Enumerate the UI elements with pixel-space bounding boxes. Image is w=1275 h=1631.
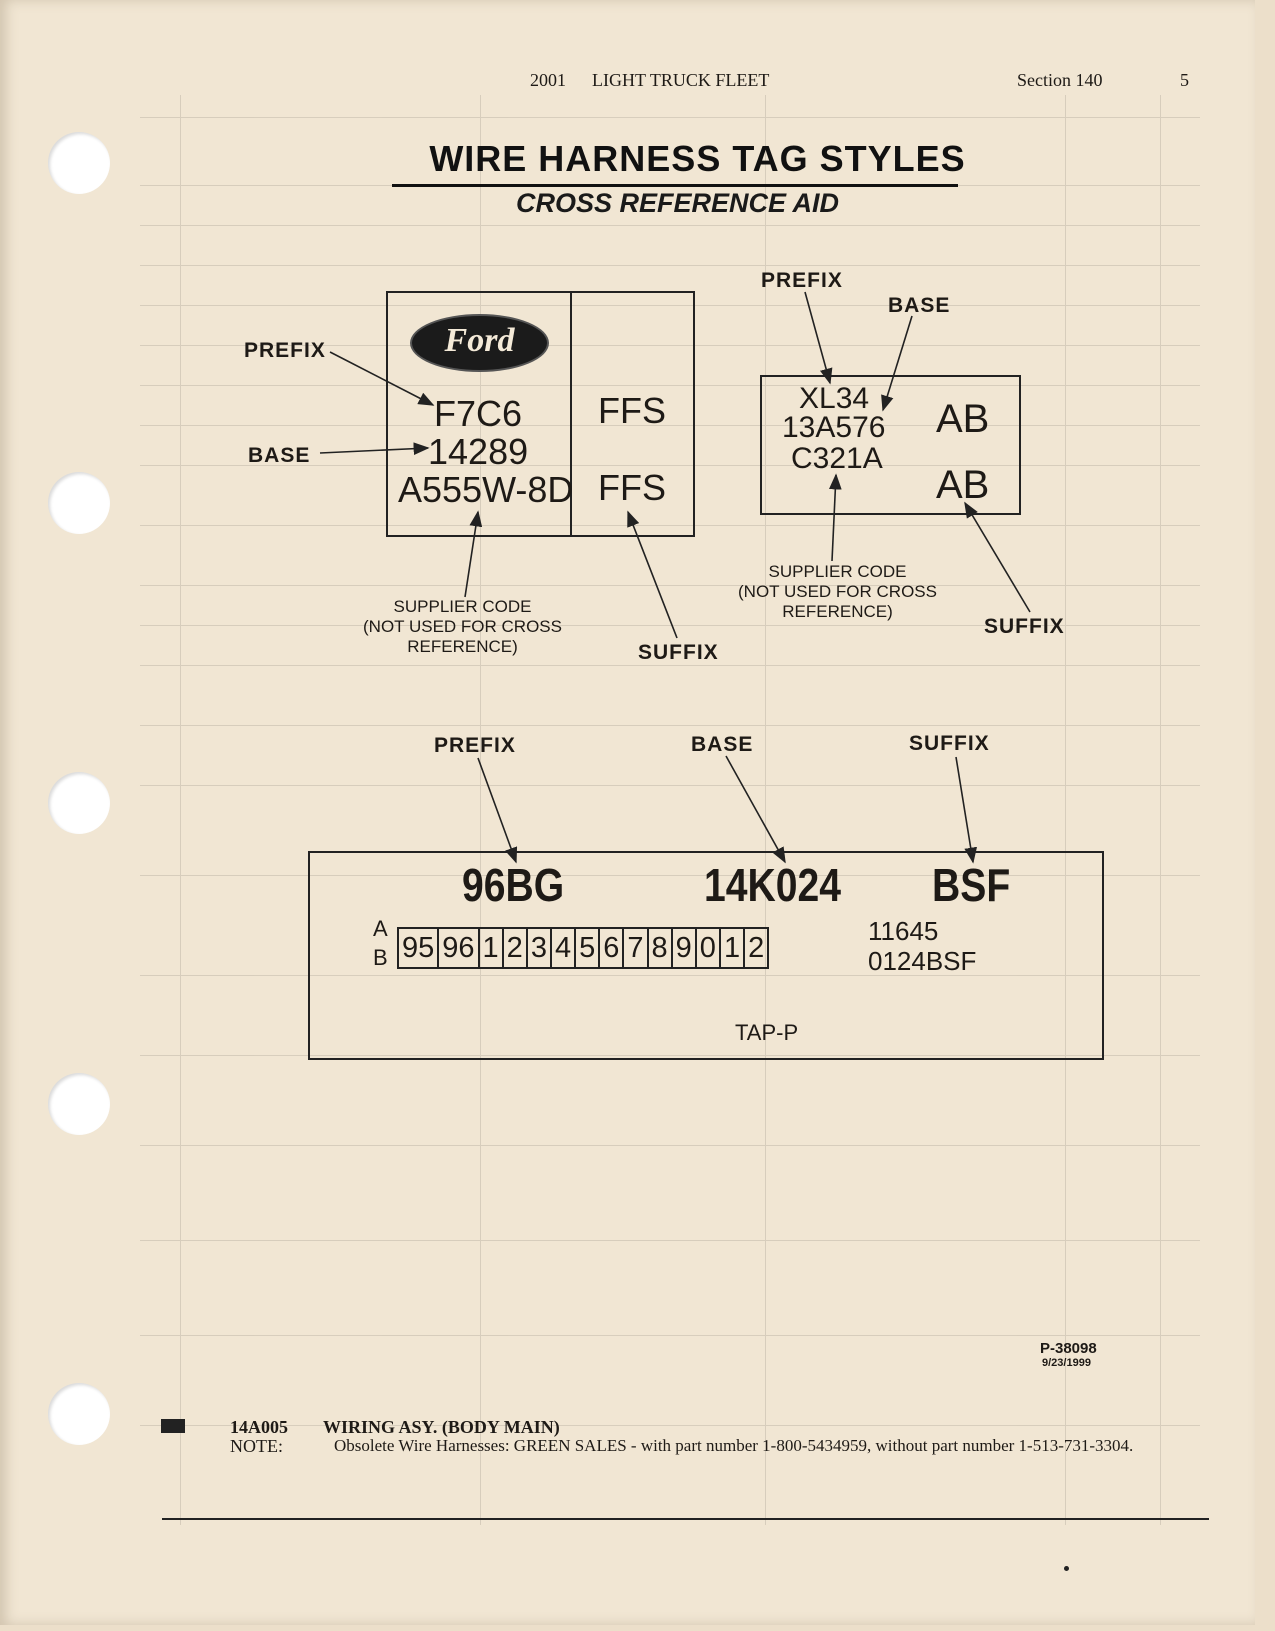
tag1-base-code: 14289 xyxy=(428,431,529,472)
header-year: 2001 xyxy=(530,70,566,90)
footer-rule xyxy=(162,1518,1209,1520)
tag2-supplier-note-line3: REFERENCE) xyxy=(782,602,893,621)
tag3-base-label: BASE xyxy=(691,733,754,756)
tag3-row-label-b: B xyxy=(373,945,388,970)
tag1-supplier-note-line3: REFERENCE) xyxy=(407,637,518,656)
footer-description: WIRING ASY. (BODY MAIN) xyxy=(323,1417,560,1437)
tag2-suffix-code-bottom: AB xyxy=(936,463,990,507)
footer-note-label: NOTE: xyxy=(230,1436,283,1456)
digit-cell: 1 xyxy=(478,927,504,969)
digit-cell: 5 xyxy=(574,927,600,969)
tag3-right-line2: 0124BSF xyxy=(868,946,977,976)
digit-cell: 7 xyxy=(622,927,648,969)
tag1-base-label: BASE xyxy=(248,444,311,467)
digit-cell: 1 xyxy=(719,927,745,969)
tag1-prefix-label: PREFIX xyxy=(244,339,326,362)
binder-hole xyxy=(48,772,110,834)
tag1-suffix-label: SUFFIX xyxy=(638,641,719,664)
tag1-supplier-note xyxy=(350,597,575,657)
digit-cell: 95 xyxy=(397,927,439,969)
binder-hole xyxy=(48,1383,110,1445)
header-section: Section 140 xyxy=(1017,70,1103,90)
tag1-suffix-code-top: FFS xyxy=(598,390,666,431)
footer-part-number: 14A005 xyxy=(230,1417,288,1437)
tag2-prefix-label: PREFIX xyxy=(761,269,843,292)
tag1-supplier-code: A555W-8D xyxy=(398,469,574,510)
tag2-supplier-code: C321A xyxy=(791,442,883,475)
tag2-base-label: BASE xyxy=(888,294,951,317)
figure-date: 9/23/1999 xyxy=(1042,1357,1091,1369)
ford-logo xyxy=(410,314,549,372)
digit-cell: 8 xyxy=(647,927,673,969)
footer-note-text: Obsolete Wire Harnesses: GREEN SALES - with part number 1-800-5434959, without part number 1-513-731-3304. xyxy=(334,1436,1134,1455)
tag1-prefix-code: F7C6 xyxy=(434,393,523,434)
figure-number: P-38098 xyxy=(1040,1340,1097,1357)
title-underline xyxy=(392,184,958,187)
tag3-prefix-label: PREFIX xyxy=(434,734,516,757)
header-title: LIGHT TRUCK FLEET xyxy=(592,70,770,90)
tag2-base-code: 13A576 xyxy=(782,411,886,444)
tag1-supplier-note-line1: SUPPLIER CODE xyxy=(393,597,532,616)
tag2-supplier-note-line2: (NOT USED FOR CROSS xyxy=(738,582,937,601)
tag3-prefix-code: 96BG xyxy=(462,859,565,911)
tag2-prefix-code: XL34 xyxy=(799,382,870,415)
digit-cell: 2 xyxy=(743,927,769,969)
tag3-caption: TAP-P xyxy=(735,1020,799,1045)
digit-cell: 6 xyxy=(598,927,624,969)
tag3-row-label-a: A xyxy=(373,916,388,941)
digit-cell: 4 xyxy=(550,927,576,969)
digit-cell: 2 xyxy=(502,927,528,969)
figure-subtitle: CROSS REFERENCE AID xyxy=(515,188,840,218)
tag3-suffix-label: SUFFIX xyxy=(909,732,990,755)
digit-cell: 0 xyxy=(695,927,721,969)
tag3-base-code: 14K024 xyxy=(704,859,841,911)
digit-cell: 96 xyxy=(437,927,479,969)
tag1-suffix-code-bottom: FFS xyxy=(598,467,666,508)
binder-hole xyxy=(48,472,110,534)
speck-dot xyxy=(1064,1566,1069,1571)
tag3-suffix-code: BSF xyxy=(932,859,1011,911)
ford-logo-text: Ford xyxy=(444,322,515,359)
tag1-supplier-note-line2: (NOT USED FOR CROSS xyxy=(363,617,562,636)
tag2-supplier-note-line1: SUPPLIER CODE xyxy=(768,562,907,581)
digit-cell: 3 xyxy=(526,927,552,969)
tag3-right-line1: 11645 xyxy=(868,916,939,946)
tag2-suffix-code-top: AB xyxy=(936,397,990,441)
tag2-supplier-note xyxy=(725,562,950,622)
figure-title: WIRE HARNESS TAG STYLES xyxy=(429,138,966,179)
digit-cell: 9 xyxy=(671,927,697,969)
binder-hole xyxy=(48,1073,110,1135)
footer-marker-square xyxy=(161,1419,185,1433)
tag3-digit-row xyxy=(399,927,769,969)
tag2-suffix-label: SUFFIX xyxy=(984,615,1065,638)
header-page-number: 5 xyxy=(1180,70,1189,90)
